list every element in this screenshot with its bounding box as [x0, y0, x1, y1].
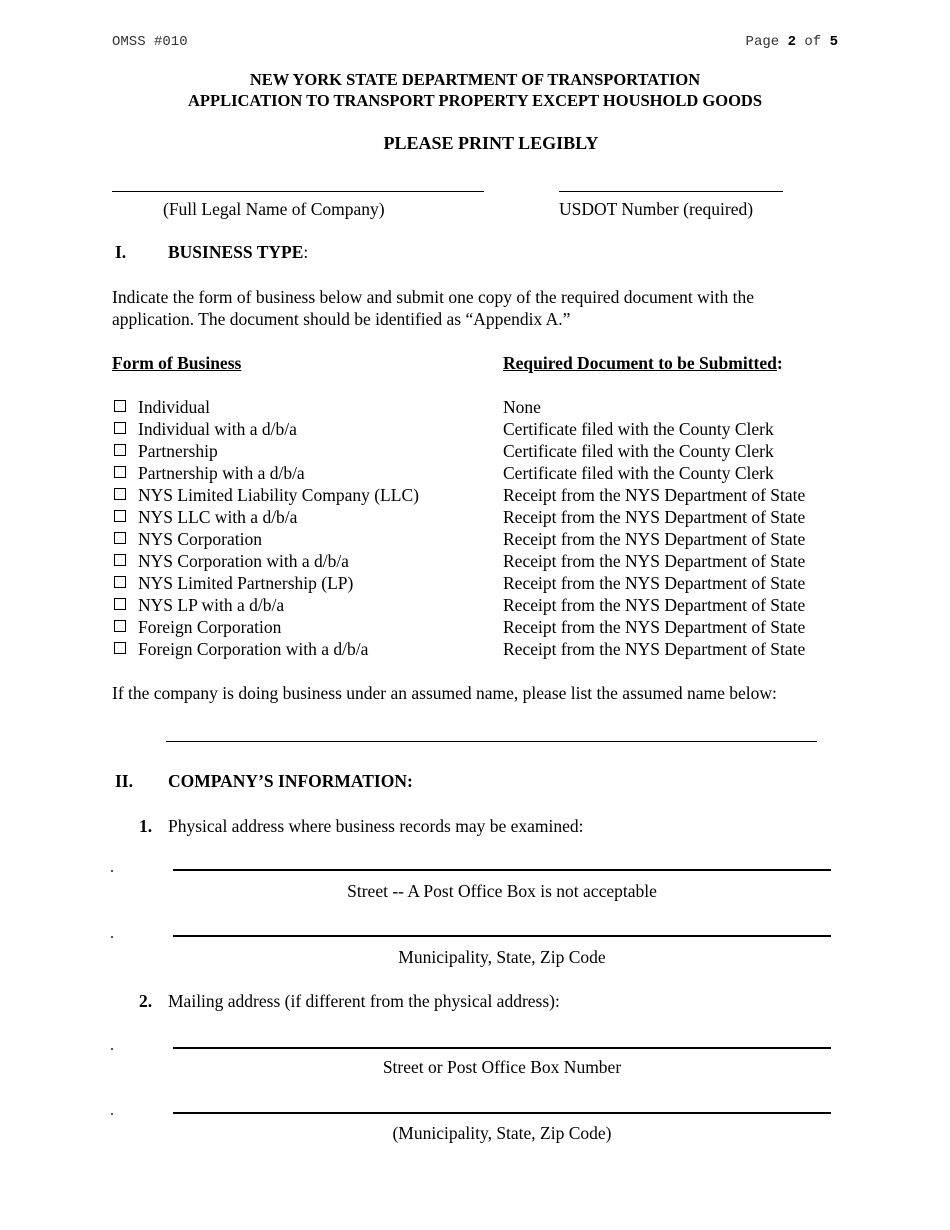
company-name-label: (Full Legal Name of Company) — [163, 199, 385, 219]
business-type-row — [112, 616, 852, 638]
section-1-intro-line-1: Indicate the form of business below and submit one copy of the required document with the — [112, 287, 754, 307]
business-form: NYS Corporation — [138, 529, 262, 549]
business-form: Individual — [138, 397, 210, 417]
usdot-number-label: USDOT Number (required) — [559, 199, 754, 219]
form-of-business-header: Form of Business — [112, 353, 242, 373]
form-id: OMSS #010 — [112, 34, 188, 50]
required-document: Receipt from the NYS Department of State — [503, 507, 806, 527]
title-line-2: APPLICATION TO TRANSPORT PROPERTY EXCEPT HOUSHOLD GOODS — [188, 91, 762, 110]
business-type-row — [112, 550, 852, 572]
item-2-text: Mailing address (if different from the physical address): — [168, 991, 560, 1011]
business-form: NYS LP with a d/b/a — [138, 595, 285, 615]
business-type-row — [112, 506, 852, 528]
item-1-number: 1. — [139, 816, 153, 836]
margin-dot — [111, 1048, 113, 1050]
business-type-row — [112, 572, 852, 594]
print-legibly-instruction: PLEASE PRINT LEGIBLY — [383, 133, 599, 153]
business-form: Foreign Corporation with a d/b/a — [138, 639, 369, 659]
business-type-row — [112, 396, 852, 418]
margin-dot — [111, 936, 113, 938]
required-document: Receipt from the NYS Department of State — [503, 595, 806, 615]
business-type-row — [112, 638, 852, 660]
business-type-checkbox[interactable] — [114, 642, 126, 654]
company-name-line[interactable] — [112, 191, 484, 192]
page-indicator — [746, 34, 838, 50]
business-type-checkbox[interactable] — [114, 488, 126, 500]
page-total: 5 — [829, 34, 838, 50]
business-type-row — [112, 462, 852, 484]
business-type-row — [112, 484, 852, 506]
street-line[interactable] — [173, 869, 831, 871]
business-type-checkbox[interactable] — [114, 422, 126, 434]
business-type-row — [112, 440, 852, 462]
business-form: NYS Limited Liability Company (LLC) — [138, 485, 419, 505]
business-type-row — [112, 528, 852, 550]
margin-dot — [111, 1113, 113, 1115]
business-type-checkbox[interactable] — [114, 620, 126, 632]
required-document: Receipt from the NYS Department of State — [503, 551, 806, 571]
required-document-header: Required Document to be Submitted: — [503, 353, 783, 373]
business-type-checkbox[interactable] — [114, 400, 126, 412]
required-document: None — [503, 397, 541, 417]
mailing-street-line[interactable] — [173, 1047, 831, 1049]
assumed-name-line[interactable] — [166, 741, 817, 742]
business-form: Foreign Corporation — [138, 617, 282, 637]
business-form: NYS Corporation with a d/b/a — [138, 551, 349, 571]
page-of: of — [804, 34, 822, 50]
item-1-text: Physical address where business records may be examined: — [168, 816, 584, 836]
business-type-checkbox[interactable] — [114, 510, 126, 522]
page-number: 2 — [787, 34, 796, 50]
required-document: Certificate filed with the County Clerk — [503, 441, 774, 461]
business-type-checkbox[interactable] — [114, 466, 126, 478]
business-type-row — [112, 594, 852, 616]
item-2-number: 2. — [139, 991, 153, 1011]
business-type-checkbox[interactable] — [114, 554, 126, 566]
usdot-number-line[interactable] — [559, 191, 783, 192]
required-document: Receipt from the NYS Department of State — [503, 529, 806, 549]
mailing-municipality-line[interactable] — [173, 1112, 831, 1114]
business-type-checkbox[interactable] — [114, 598, 126, 610]
mailing-municipality-label: (Municipality, State, Zip Code) — [392, 1123, 612, 1143]
required-document: Certificate filed with the County Clerk — [503, 419, 774, 439]
required-document: Certificate filed with the County Clerk — [503, 463, 774, 483]
business-form: Partnership — [138, 441, 218, 461]
required-document: Receipt from the NYS Department of State — [503, 617, 806, 637]
required-document: Receipt from the NYS Department of State — [503, 573, 806, 593]
municipality-line[interactable] — [173, 935, 831, 937]
section-2-heading: COMPANY’S INFORMATION: — [168, 771, 413, 791]
business-form: NYS Limited Partnership (LP) — [138, 573, 354, 593]
business-type-checkbox[interactable] — [114, 576, 126, 588]
section-1-heading: BUSINESS TYPE: — [168, 242, 309, 262]
section-1-numeral: I. — [115, 242, 127, 262]
municipality-label: Municipality, State, Zip Code — [398, 947, 606, 967]
street-label: Street -- A Post Office Box is not acceptable — [347, 881, 657, 901]
business-type-checkbox[interactable] — [114, 444, 126, 456]
mailing-street-label: Street or Post Office Box Number — [382, 1057, 622, 1077]
assumed-name-prompt: If the company is doing business under an assumed name, please list the assumed name below: — [112, 683, 777, 703]
business-type-checkbox[interactable] — [114, 532, 126, 544]
required-document: Receipt from the NYS Department of State — [503, 485, 806, 505]
required-document: Receipt from the NYS Department of State — [503, 639, 806, 659]
section-1-intro-line-2: application. The document should be identified as “Appendix A.” — [112, 309, 571, 329]
section-2-numeral: II. — [115, 771, 133, 791]
margin-dot — [111, 870, 113, 872]
title-line-1: NEW YORK STATE DEPARTMENT OF TRANSPORTATION — [249, 70, 701, 89]
page-label: Page — [745, 34, 780, 50]
business-form: Individual with a d/b/a — [138, 419, 297, 439]
business-form: NYS LLC with a d/b/a — [138, 507, 298, 527]
business-form: Partnership with a d/b/a — [138, 463, 305, 483]
business-type-row — [112, 418, 852, 440]
